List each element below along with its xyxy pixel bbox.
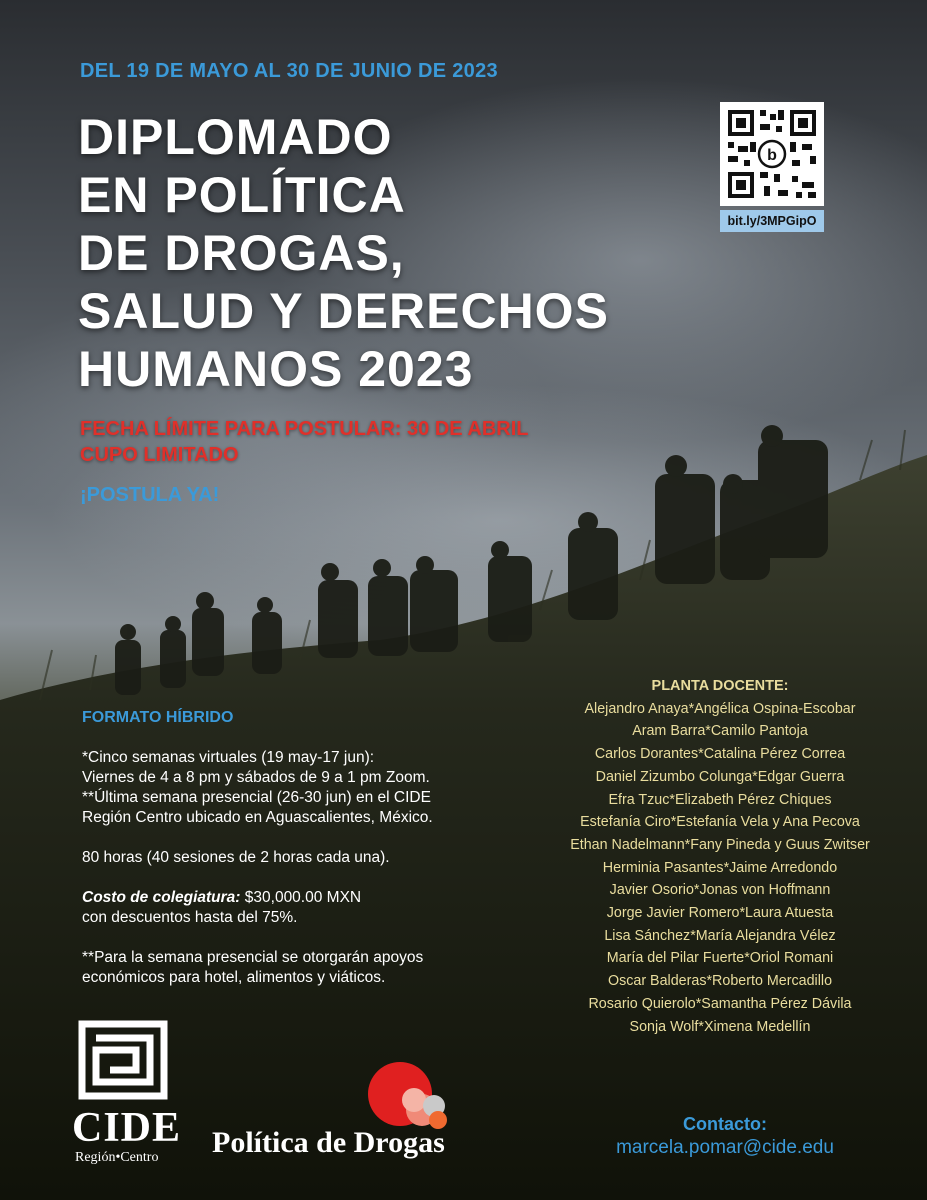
contact-email-link[interactable]: marcela.pomar@cide.edu xyxy=(616,1137,834,1158)
faculty-row: María del Pilar Fuerte*Oriol Romani xyxy=(606,950,834,967)
application-deadline xyxy=(80,416,529,468)
contact-block xyxy=(600,1114,850,1159)
faculty-row: Herminia Pasantes*Jaime Arredondo xyxy=(602,859,838,876)
format-heading: FORMATO HÍBRIDO xyxy=(82,709,234,726)
schedule-line: Viernes de 4 a 8 pm y sábados de 9 a 1 pm Zoom. xyxy=(82,769,430,786)
title-line: HUMANOS 2023 xyxy=(78,341,474,397)
faculty-row: Oscar Balderas*Roberto Mercadillo xyxy=(607,973,833,990)
schedule-line: Región Centro ubicado en Aguascalientes, México. xyxy=(82,809,433,826)
contact-label: Contacto: xyxy=(683,1114,767,1134)
faculty-row: Ethan Nadelmann*Fany Pineda y Guus Zwitser xyxy=(570,836,870,853)
schedule-line: *Cinco semanas virtuales (19 may-17 jun): xyxy=(82,749,375,766)
deadline-line: FECHA LÍMITE PARA POSTULAR: 30 DE ABRIL xyxy=(80,418,529,440)
cide-spiral-logo-icon xyxy=(78,1020,168,1100)
cide-region: Región•Centro xyxy=(75,1150,159,1165)
faculty-list xyxy=(545,675,895,1038)
faculty-row: Aram Barra*Camilo Pantoja xyxy=(632,723,808,740)
title-line: DE DROGAS, xyxy=(78,225,405,281)
faculty-row: Efra Tzuc*Elizabeth Pérez Chiques xyxy=(608,791,832,808)
faculty-row: Carlos Dorantes*Catalina Pérez Correa xyxy=(594,746,846,763)
schedule-paragraph xyxy=(82,748,522,828)
faculty-row: Rosario Quierolo*Samantha Pérez Dávila xyxy=(588,995,852,1012)
faculty-row: Jorge Javier Romero*Laura Atuesta xyxy=(606,905,834,922)
faculty-row: Javier Osorio*Jonas von Hoffmann xyxy=(609,882,831,899)
program-title xyxy=(78,108,609,398)
support-line: económicos para hotel, alimentos y viáticos. xyxy=(82,969,386,986)
format-section xyxy=(82,708,522,1008)
limited-spots-line: CUPO LIMITADO xyxy=(80,444,239,466)
title-line: EN POLÍTICA xyxy=(78,167,406,223)
faculty-row: Daniel Zizumbo Colunga*Edgar Guerra xyxy=(595,768,845,785)
apply-now-callout: ¡POSTULA YA! xyxy=(80,484,220,506)
schedule-line: **Última semana presencial (26-30 jun) en el CIDE xyxy=(82,789,431,806)
qr-code-icon[interactable] xyxy=(720,102,824,206)
support-paragraph xyxy=(82,948,522,988)
cost-line xyxy=(82,888,522,908)
hours-paragraph xyxy=(82,848,522,868)
cost-paragraph xyxy=(82,888,522,928)
date-range: DEL 19 DE MAYO AL 30 DE JUNIO DE 2023 xyxy=(80,60,498,82)
faculty-row: Sonja Wolf*Ximena Medellín xyxy=(629,1018,811,1035)
svg-text:b: b xyxy=(767,147,777,164)
faculty-title: PLANTA DOCENTE: xyxy=(651,678,789,694)
faculty-row: Lisa Sánchez*María Alejandra Vélez xyxy=(604,927,836,944)
politica-de-drogas-name: Política de Drogas xyxy=(212,1126,445,1159)
cost-value: $30,000.00 MXN xyxy=(240,889,362,906)
cide-name: CIDE xyxy=(72,1105,182,1151)
title-line: DIPLOMADO xyxy=(78,109,393,165)
support-line: **Para la semana presencial se otorgarán apoyos xyxy=(82,949,424,966)
title-line: SALUD Y DERECHOS xyxy=(78,283,609,339)
cost-label: Costo de colegiatura: xyxy=(82,889,241,906)
faculty-row: Estefanía Ciro*Estefanía Vela y Ana Pecova xyxy=(580,814,860,831)
short-link[interactable]: bit.ly/3MPGipO xyxy=(720,210,824,232)
hours-line: 80 horas (40 sesiones de 2 horas cada una). xyxy=(82,849,390,866)
faculty-row: Alejandro Anaya*Angélica Ospina-Escobar xyxy=(584,700,856,717)
discount-line: con descuentos hasta del 75%. xyxy=(82,909,298,926)
